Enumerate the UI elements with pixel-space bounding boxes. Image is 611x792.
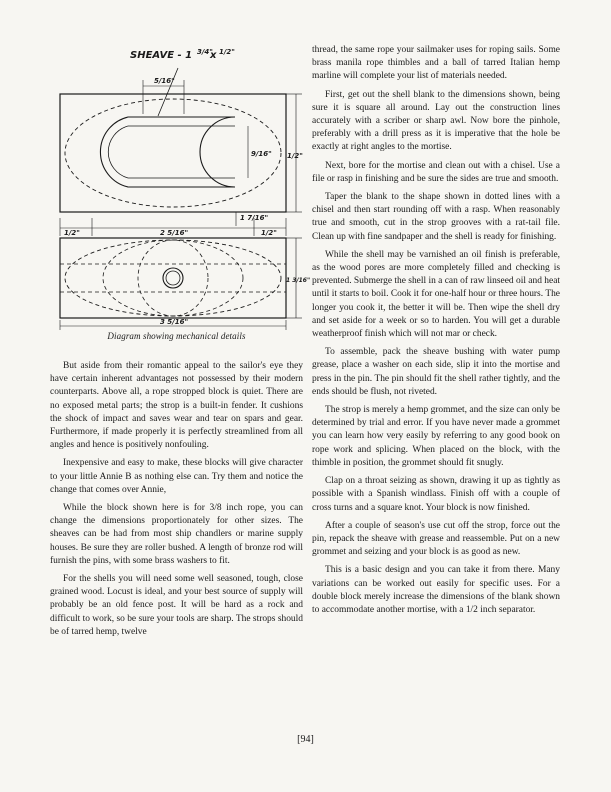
right-column	[312, 44, 560, 622]
top-height-label: 1/2"	[287, 152, 303, 160]
paragraph: While the block shown here is for 3/8 inch rope, you can change the dimensions proportionately for other sizes. The sheaves can be had from most ship chandlers or marine supply houses. Be sure they are roller bushed. A length of bronze rod will furnish the pins, with some brass washers to fit.	[50, 503, 303, 566]
paragraph: thread, the same rope your sailmaker uses for roping sails. Some brass manila rope thimbles and a ball of tarred Italian hemp marline will complete your list of materials needed.	[312, 45, 560, 82]
page-number: [94]	[297, 734, 314, 745]
figure-caption: Diagram showing mechanical details	[107, 331, 246, 341]
sheave-frac2: 1/2"	[219, 48, 235, 56]
left-end-label: 1/2"	[64, 229, 80, 237]
mortise-height-label: 9/16"	[251, 150, 272, 158]
paragraph: Next, bore for the mortise and clean out with a chisel. Use a file or rasp in finishing and be sure the sides are true and smooth.	[312, 160, 560, 184]
shell-length-label: 1 7/16"	[240, 214, 269, 222]
paragraph: But aside from their romantic appeal to the sailor's eye they have certain inherent advantages not possessed by their modern counterparts. Above all, a rope stropped block is quiet. There are no exposed metal parts; the strop is a built-in fender. It cushions the shock of impact and saves wear and tear on spars and gear. Furthermore, if made properly it is perfectly streamlined from all angles and hence is positively nonfouling.	[50, 361, 303, 451]
paragraph: For the shells you will need some well seasoned, tough, close grained wood. Locust is ideal, and your best source of supply will probably be an old fence post. It will be hard as a rock and difficult to work, so be sure your tools are sharp. The strops should be of tarred hemp, twelve	[50, 574, 303, 637]
left-column	[50, 30, 311, 644]
bottom-height-label: 1 3/16"	[286, 277, 311, 284]
mechanical-diagram	[50, 30, 311, 348]
paragraph: While the shell may be varnished an oil finish is preferable, as the wood pores are more completely filled and checking is prevented. Submerge the shell in a can of raw linseed oil and heat until it starts to boil. Cook it for one-half hour or three hours. The longer you cook it, the better it will be. Then wipe the shell dry and set aside for a week or so to harden. You will get a durable weatherproof finish which will not mar or check.	[312, 249, 561, 340]
paragraph: The strop is merely a hemp grommet, and the size can only be determined by trial and error. If you have never made a grommet you can learn how very easily by referring to any good book on rope work and splicing. When placed on the block, with the thimble in position, the grommet should fit snugly.	[312, 405, 560, 468]
block-diagram-drawing	[50, 30, 311, 330]
paragraph: This is a basic design and you can take it from there. Many variations can be worked out easily for specific uses. For a double block merely increase the dimensions of the blank shown to accommodate another mortise, with a 1/2 inch separator.	[312, 565, 560, 615]
right-end-label: 1/2"	[261, 229, 277, 237]
paragraph: To assemble, pack the sheave bushing with water pump grease, place a washer on each side, slip it into the mortise and press in the pin. The pin should fit the shell rather tightly, and the ends should be flush, not riveted.	[312, 347, 560, 397]
sheave-frac1: 3/4"	[197, 48, 213, 56]
mortise-width-label: 5/16"	[154, 77, 175, 85]
paragraph: After a couple of season's use cut off the strop, force out the pin, repack the sheave with grease and reassemble. Put on a new grommet and seizing and your block is as good as new.	[312, 520, 560, 558]
paragraph: First, get out the shell blank to the dimensions shown, being sure it is square all around. Lay out the construction lines accurately with a scriber or sharp awl. Now bore the pinhole, preferably with a drill press as it is imperative that the hole be exactly at right angles to the mortise.	[312, 89, 560, 153]
side-view	[60, 238, 302, 318]
paragraph: Taper the blank to the shape shown in dotted lines with a chisel and then start rounding off with a rasp. When reasonably true and smooth, cut in the strop grooves with a rat-tail file. Clean up with fine sandpaper and the shell is ready for finishing.	[312, 192, 560, 242]
sheave-x: x	[210, 50, 217, 61]
overall-length-label: 3 5/16"	[160, 318, 189, 326]
paragraph: Inexpensive and easy to make, these blocks will give character to your little Annie B as nothing else can. Try them and notice the change that comes over Annie,	[50, 458, 303, 495]
sheave-label: SHEAVE - 1	[130, 50, 193, 61]
left-text	[50, 360, 303, 639]
paragraph: Clap on a throat seizing as shown, drawing it up as tightly as possible with a Spanish windlass. Finish off with a couple of cross turns and a square knot. Your block is now finished.	[312, 476, 560, 513]
top-view	[60, 68, 302, 212]
center-length-label: 2 5/16"	[160, 229, 189, 237]
